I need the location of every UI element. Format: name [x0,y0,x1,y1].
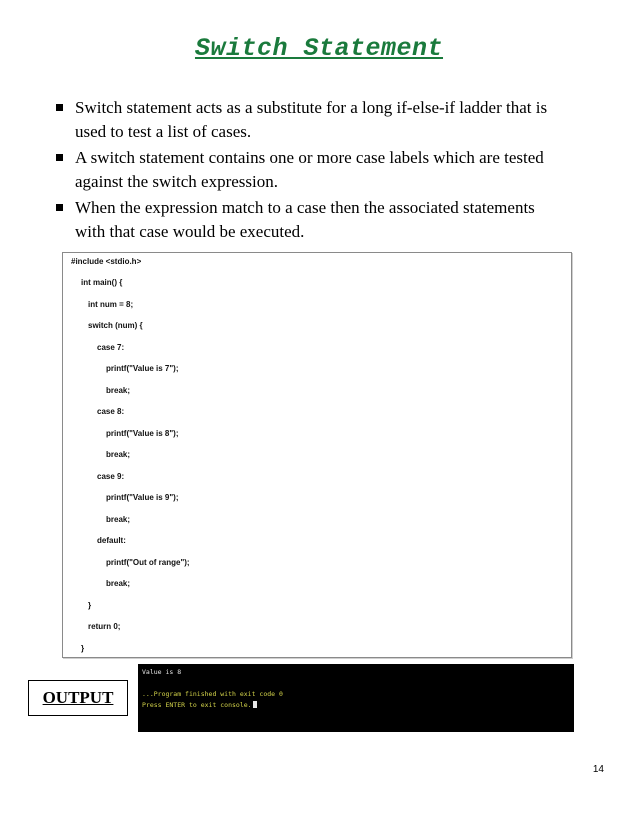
output-label: OUTPUT [28,680,128,716]
bullet-line: with that case would be executed. [75,222,305,241]
code-line: printf("Out of range"); [106,558,190,567]
bullet-line: When the expression match to a case then the associated statements [75,198,535,217]
console-line: ...Program finished with exit code 0 [142,690,283,698]
code-line: switch (num) { [88,321,143,330]
code-line: #include <stdio.h> [71,257,142,266]
code-line: } [81,644,85,653]
code-line: case 8: [97,407,125,416]
code-line: default: [97,536,126,545]
code-line: printf("Value is 7"); [106,364,179,373]
code-line: return 0; [88,622,121,631]
code-line: int main() { [81,278,123,287]
square-bullet-icon [56,104,63,111]
page-title: Switch Statement [194,34,444,63]
code-line: break; [106,386,131,395]
code-line: printf("Value is 9"); [106,493,179,502]
console-line: Value is 8 [142,668,182,676]
code-line: break; [106,579,131,588]
bullet-item [56,96,606,144]
code-line: case 7: [97,343,125,352]
page-title-container [0,34,638,63]
bullet-line: against the switch expression. [75,172,279,191]
code-line: printf("Value is 8"); [106,429,179,438]
bullet-item [56,146,606,194]
code-line: } [88,601,92,610]
console-line [142,701,257,709]
square-bullet-icon [56,204,63,211]
console-prompt-text: Press ENTER to exit console. [142,701,252,709]
bullet-list [56,96,606,246]
console-output [138,664,574,732]
code-line: break; [106,450,131,459]
code-line: break; [106,515,131,524]
bullet-line: A switch statement contains one or more case labels which are tested [75,148,544,167]
code-line: case 9: [97,472,125,481]
bullet-line: used to test a list of cases. [75,122,252,141]
page-number: 14 [592,764,604,775]
square-bullet-icon [56,154,63,161]
bullet-item [56,196,606,244]
bullet-line: Switch statement acts as a substitute for a long if-else-if ladder that is [75,98,548,117]
cursor-icon [253,701,257,708]
code-line: int num = 8; [88,300,134,309]
code-block [62,252,572,658]
